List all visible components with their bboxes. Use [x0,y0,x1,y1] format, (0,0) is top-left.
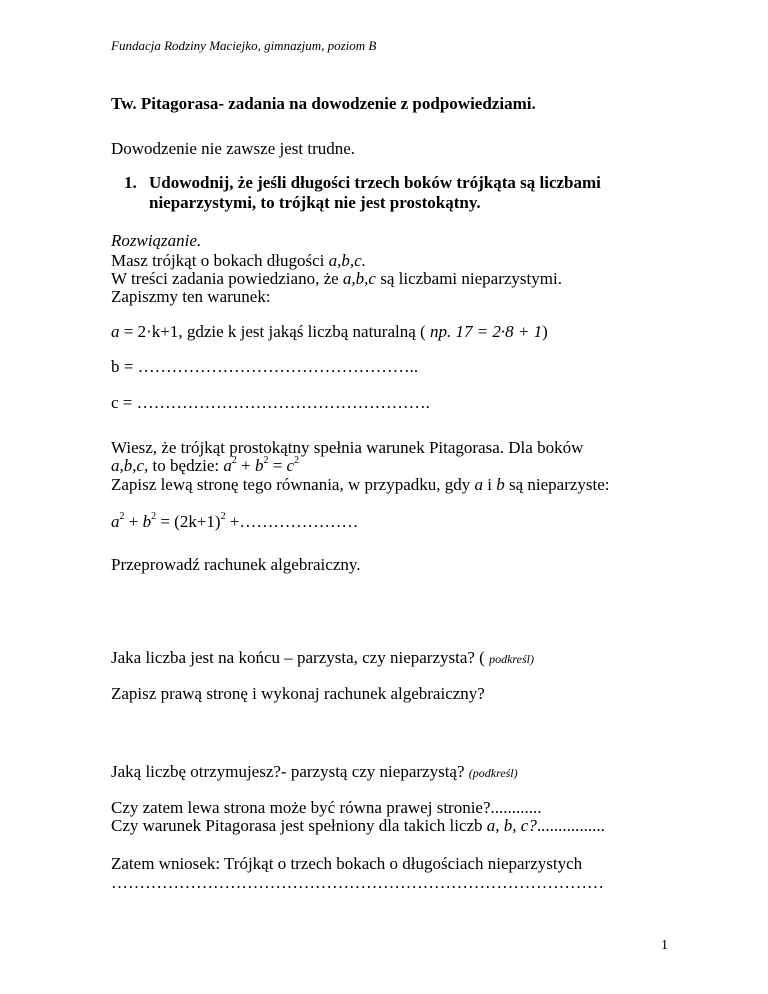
wiesz-vars: a,b,c [111,456,145,475]
document-title: Tw. Pitagorasa- zadania na dowodzenie z podpowiedziami. [111,94,536,113]
lhs-b: b [142,512,152,531]
a-definition-line [111,322,548,342]
rachunek-line: Przeprowadź rachunek algebraiczny. [111,555,361,574]
task-line-1: Udowodnij, że jeśli długości trzech boków trójkąta są liczbami [149,173,601,192]
jaka-liczbe-text: Jaką liczbę otrzymujesz?- parzystą czy nieparzystą? [111,762,469,781]
lhs-paren-exponent: 2 [220,511,226,523]
czy-warunek-text: Czy warunek Pitagorasa jest spełniony dla takich liczb [111,816,487,835]
b-fill-line: b = ………………………………………….. [111,357,419,376]
a-example: np. 17 = 2·8 + 1 [429,322,543,341]
solution-line-1-text: Masz trójkąt o bokach długości [111,251,329,270]
lhs-plus: + [124,512,143,531]
eq-equals: = [268,456,287,475]
eq-b-exponent: 2 [263,455,269,467]
eq-plus: + [236,456,255,475]
eq-c-exponent: 2 [294,455,300,467]
solution-line-1 [111,251,366,271]
wniosek-line: Zatem wniosek: Trójkąt o trzech bokach o długościach nieparzystych [111,854,583,873]
zapisz-a: a [474,475,483,494]
zapisz-and: i [483,475,497,494]
solution-line-1-vars: a,b,c. [328,251,366,270]
zapisz-b: b [496,475,505,494]
a-definition-text: = 2·k+1, gdzie k jest jakąś liczbą naturalną ( [119,322,430,341]
zapisz-text: Zapisz lewą stronę tego równania, w przypadku, gdy [111,475,475,494]
wiesz-text: , to będzie: [144,456,224,475]
task-line-2: nieparzystymi, to trójkąt nie jest prostokątny. [149,193,481,212]
a-close-paren: ) [542,322,548,341]
a-variable: a [111,322,120,341]
c-fill-line: c = ……………………………………………. [111,393,430,412]
page-header: Fundacja Rodziny Maciejko, gimnazjum, poziom B [111,38,377,53]
lhs-equation-line [111,512,358,532]
jaka-liczba-text: Jaka liczba jest na końcu – parzysta, czy nieparzysta? ( [111,648,490,667]
czy-warunek-dots: ................ [536,816,605,835]
jaka-liczba-hint: podkreśl) [489,652,534,666]
wniosek-dots: …………………………………………………………………………… [111,873,604,892]
lhs-middle: = (2k+1) [156,512,221,531]
czy-warunek-vars: a, b, c? [486,816,537,835]
eq-b: b [254,456,264,475]
eq-a-exponent: 2 [231,455,237,467]
czy-warunek-line [111,816,605,836]
jaka-liczbe-line [111,762,518,783]
lhs-b-exponent: 2 [151,511,157,523]
lhs-a-exponent: 2 [119,511,125,523]
eq-a: a [223,456,232,475]
lhs-dots: +………………… [225,512,359,531]
task-number: 1. [124,173,137,192]
zapisz-end: są nieparzyste: [504,475,610,494]
jaka-liczbe-hint: (podkreśl) [468,766,518,780]
jaka-liczba-line [111,648,534,669]
solution-line-2-text-a: W treści zadania powiedziano, że [111,269,343,288]
wiesz-line-2 [111,456,299,476]
page-number: 1 [661,938,668,953]
czy-zatem-line: Czy zatem lewa strona może być równa prawej stronie?............ [111,798,542,817]
prawa-strona-line: Zapisz prawą stronę i wykonaj rachunek algebraiczny? [111,684,485,703]
solution-line-2 [111,269,562,289]
solution-line-3: Zapiszmy ten warunek: [111,287,271,306]
solution-heading: Rozwiązanie. [111,231,202,250]
wiesz-line-1: Wiesz, że trójkąt prostokątny spełnia warunek Pitagorasa. Dla boków [111,438,584,457]
eq-c: c [286,456,295,475]
lhs-a: a [111,512,120,531]
solution-line-2-vars: a,b,c [342,269,376,288]
solution-line-2-text-b: są liczbami nieparzystymi. [375,269,562,288]
intro-text: Dowodzenie nie zawsze jest trudne. [111,139,356,158]
zapisz-line [111,475,610,495]
